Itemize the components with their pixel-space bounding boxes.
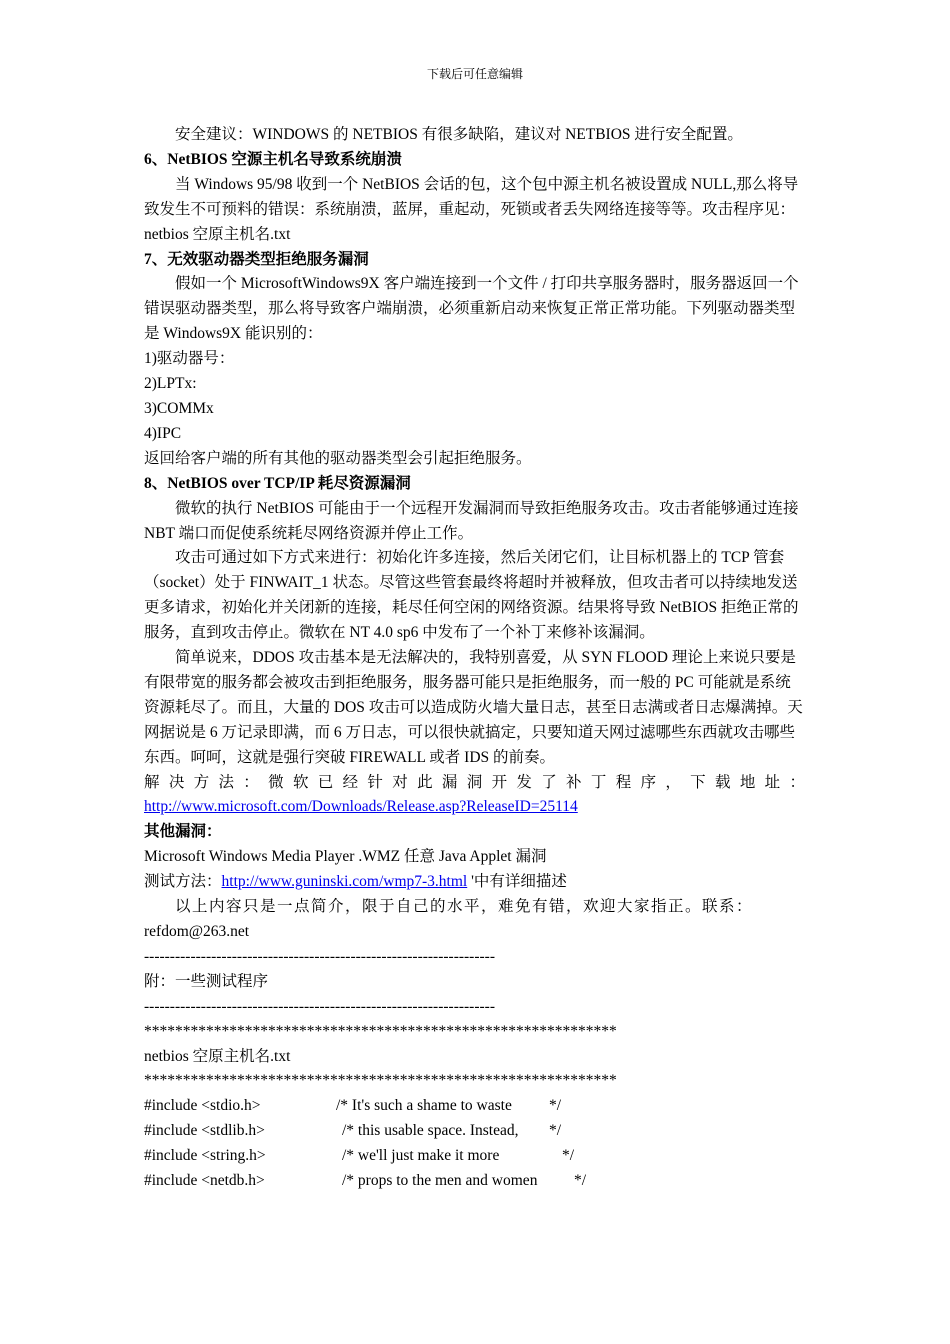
test-method-link[interactable]: http://www.guninski.com/wmp7-3.html bbox=[221, 873, 468, 891]
contact-email: refdom@263.net bbox=[144, 923, 250, 940]
code-comment-end: */ bbox=[562, 1147, 575, 1165]
solution-link[interactable]: http://www.microsoft.com/Downloads/Release.asp?ReleaseID=25114 bbox=[144, 798, 578, 816]
section-8-heading: 8、NetBIOS over TCP/IP 耗尽资源漏洞 bbox=[144, 474, 411, 492]
code-comment: /* we'll just make it more bbox=[342, 1147, 500, 1165]
section-7-text: 假如一个 MicrosoftWindows9X 客户端连接到一个文件 / 打印共享服务器时，服务器返回一个错误驱动器类型，那么将导致客户端崩溃，必须重新启动来恢复正常正常功能。下列驱动器类型是 Windows9X 能识别的： bbox=[144, 275, 799, 343]
code-include: #include <stdlib.h> bbox=[144, 1122, 265, 1140]
code-include: #include <netdb.h> bbox=[144, 1172, 265, 1190]
other-vulns-heading: 其他漏洞： bbox=[144, 823, 222, 841]
section-6-text: 当 Windows 95/98 收到一个 NetBIOS 会话的包，这个包中源主机名被设置成 NULL,那么将导致发生不可预料的错误：系统崩溃，蓝屏，重起动，死锁或者丢失网络连接等等。攻击程序见：netbios 空原主机名.txt bbox=[144, 175, 799, 243]
solution-label: 解 决 方 法 ： 微 软 已 经 针 对 此 漏 洞 开 发 了 补 丁 程 序 ， 下 载 地 址 ： bbox=[144, 773, 806, 791]
code-comment-end: */ bbox=[549, 1122, 562, 1140]
list-item: 3)COMMx bbox=[144, 399, 214, 417]
code-filename: netbios 空原主机名.txt bbox=[144, 1047, 291, 1065]
dash-divider: -------------------------------------------------------------------- bbox=[144, 947, 495, 965]
test-method-line bbox=[144, 870, 806, 895]
code-comment: /* props to the men and women bbox=[342, 1172, 538, 1190]
code-comment-end: */ bbox=[574, 1172, 587, 1190]
wmp-vuln-title: Microsoft Windows Media Player .WMZ 任意 Java Applet 漏洞 bbox=[144, 848, 547, 866]
section-7-conclusion: 返回给客户端的所有其他的驱动器类型会引起拒绝服务。 bbox=[144, 449, 532, 467]
code-comment: /* this usable space. Instead, bbox=[342, 1122, 519, 1140]
list-item: 4)IPC bbox=[144, 424, 182, 442]
star-divider: ************************************************************* bbox=[144, 1022, 617, 1040]
document-body bbox=[144, 123, 806, 1194]
list-item: 1)驱动器号： bbox=[144, 350, 235, 368]
code-line bbox=[144, 1094, 806, 1119]
star-divider: ************************************************************* bbox=[144, 1072, 617, 1090]
section-8-text-1: 微软的执行 NetBIOS 可能由于一个远程开发漏洞而导致拒绝服务攻击。攻击者能够通过连接 NBT 端口而促使系统耗尽网络资源并停止工作。 bbox=[144, 499, 799, 542]
closing-note: 以上内容只是一点简介，限于自己的水平，难免有错，欢迎大家指正。联系： bbox=[175, 898, 754, 916]
code-line bbox=[144, 1169, 806, 1194]
appendix-title: 附：一些测试程序 bbox=[144, 972, 269, 990]
security-advice: 安全建议：WINDOWS 的 NETBIOS 有很多缺陷，建议对 NETBIOS 进行安全配置。 bbox=[175, 126, 743, 143]
section-8-text-2: 攻击可通过如下方式来进行：初始化许多连接，然后关闭它们，让目标机器上的 TCP 管套（socket）处于 FINWAIT_1 状态。尽管这些管套最终将超时并被释放，但攻击者可以持续地发送更多请求，初始化并关闭新的连接，耗尽任何空闲的网络资源。结果将导致 NetBIOS 拒绝正常的服务，直到攻击停止。微软在 NT 4.0 sp6 中发布了一个补丁来修补该漏洞。 bbox=[144, 549, 799, 642]
section-7-heading: 7、无效驱动器类型拒绝服务漏洞 bbox=[144, 250, 369, 268]
test-method-suffix: '中有详细描述 bbox=[467, 873, 567, 891]
code-include: #include <stdio.h> bbox=[144, 1097, 261, 1115]
test-method-prefix: 测试方法： bbox=[144, 873, 222, 891]
code-comment-end: */ bbox=[549, 1097, 562, 1115]
code-comment: /* It's such a shame to waste bbox=[336, 1097, 512, 1115]
section-8-text-3: 简单说来，DDOS 攻击基本是无法解决的，我特别喜爱，从 SYN FLOOD 理论上来说只要是有限带宽的服务都会被攻击到拒绝服务，服务器可能只是拒绝服务，而一般的 PC 可能就是系统资源耗尽了。而且，大量的 DOS 攻击可以造成防火墙大量日志，甚至日志满或者日志爆满掉。天网据说是 6 万记录即满，而 6 万日志，可以很快就搞定，只要知道天网过滤哪些东西就攻击哪些东西。呵呵，这就是强行突破 FIREWALL 或者 IDS 的前奏。 bbox=[144, 649, 803, 766]
section-6-heading: 6、NetBIOS 空源主机名导致系统崩溃 bbox=[144, 150, 402, 168]
code-include: #include <string.h> bbox=[144, 1147, 266, 1165]
code-line bbox=[144, 1144, 806, 1169]
code-line bbox=[144, 1119, 806, 1144]
dash-divider: -------------------------------------------------------------------- bbox=[144, 997, 495, 1015]
list-item: 2)LPTx: bbox=[144, 375, 197, 393]
solution-link-line bbox=[144, 795, 806, 820]
page-header: 下载后可任意编辑 bbox=[426, 67, 523, 81]
